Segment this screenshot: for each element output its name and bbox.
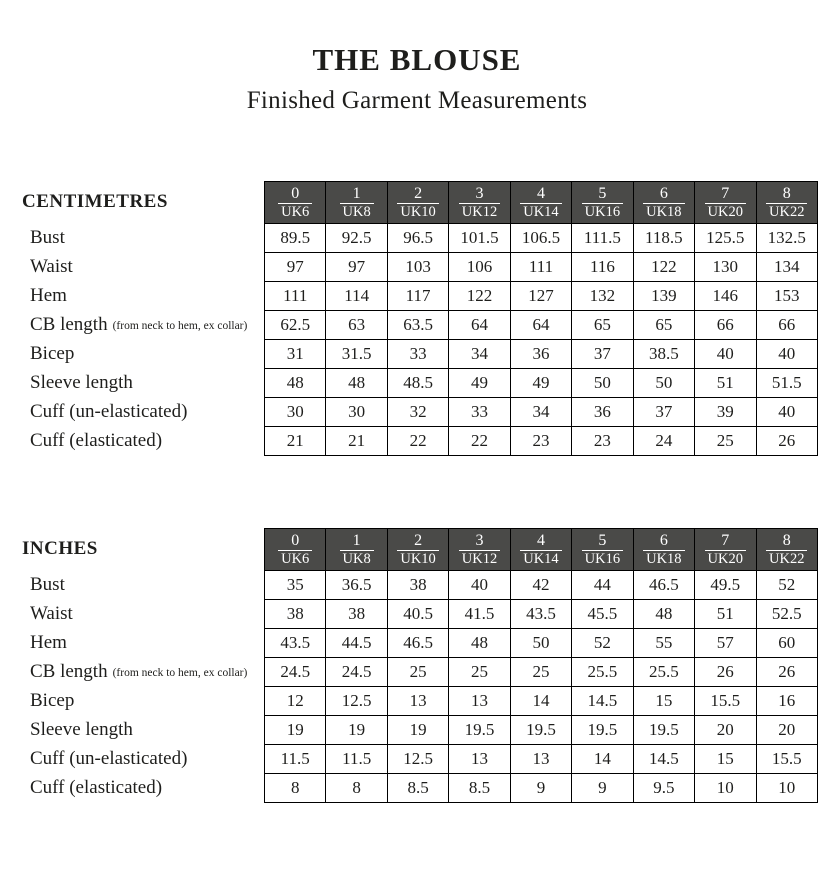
measurement-cell: 122 — [633, 253, 694, 282]
row-label — [22, 715, 264, 744]
measurement-cell: 111 — [510, 253, 571, 282]
size-column-header — [387, 529, 448, 571]
size-column-header — [510, 182, 571, 224]
size-uk-label: UK8 — [340, 203, 374, 221]
measurement-cell: 19 — [265, 716, 326, 745]
row-label-note: (from neck to hem, ex collar) — [112, 667, 248, 680]
measurement-cell: 63 — [326, 311, 387, 340]
measurement-cell: 24 — [633, 427, 694, 456]
row-label-text: Waist — [30, 602, 73, 624]
measurement-cell: 23 — [572, 427, 633, 456]
measurement-cell: 65 — [572, 311, 633, 340]
measurement-cell: 33 — [449, 398, 510, 427]
measurement-cell: 49.5 — [695, 571, 756, 600]
table-row — [265, 571, 818, 600]
measurement-cell: 11.5 — [326, 745, 387, 774]
size-number: 8 — [782, 531, 791, 549]
measurement-cell: 51 — [695, 369, 756, 398]
measurement-cell: 38 — [326, 600, 387, 629]
section-title: INCHES — [22, 538, 98, 560]
table-row — [265, 253, 818, 282]
measurement-cell: 36 — [572, 398, 633, 427]
size-uk-label: UK10 — [397, 203, 438, 221]
measurement-cell: 111 — [265, 282, 326, 311]
size-uk-label: UK6 — [278, 203, 312, 221]
measurement-cell: 49 — [449, 369, 510, 398]
row-label — [22, 426, 264, 455]
size-number: 5 — [598, 184, 607, 202]
size-uk-label: UK10 — [397, 550, 438, 568]
measurement-cell: 60 — [756, 629, 818, 658]
measurement-cell: 111.5 — [572, 224, 633, 253]
measurement-cell: 13 — [449, 745, 510, 774]
size-fraction — [757, 185, 818, 222]
measurement-cell: 48.5 — [387, 369, 448, 398]
section-inches — [22, 528, 834, 803]
measurement-cell: 63.5 — [387, 311, 448, 340]
size-number: 2 — [414, 531, 423, 549]
size-uk-label: UK22 — [766, 550, 807, 568]
size-fraction — [511, 532, 571, 569]
measurement-cell: 130 — [695, 253, 756, 282]
measurement-cell: 62.5 — [265, 311, 326, 340]
size-table-centimetres — [264, 181, 818, 456]
size-number: 3 — [475, 184, 484, 202]
measurement-cell: 20 — [695, 716, 756, 745]
measurement-cell: 8 — [326, 774, 387, 803]
measurement-cell: 57 — [695, 629, 756, 658]
size-uk-label: UK14 — [520, 203, 561, 221]
size-fraction — [449, 532, 509, 569]
measurement-cell: 15.5 — [695, 687, 756, 716]
measurement-cell: 15 — [695, 745, 756, 774]
size-fraction — [572, 532, 632, 569]
measurement-cell: 19.5 — [633, 716, 694, 745]
measurement-cell: 25 — [449, 658, 510, 687]
measurement-cell: 26 — [695, 658, 756, 687]
size-fraction — [388, 532, 448, 569]
size-number: 0 — [291, 184, 300, 202]
measurement-cell: 19.5 — [510, 716, 571, 745]
measurement-cell: 37 — [572, 340, 633, 369]
measurement-cell: 48 — [449, 629, 510, 658]
row-labels-list — [22, 223, 264, 455]
size-header-row — [265, 529, 818, 571]
measurement-cell: 32 — [387, 398, 448, 427]
size-fraction — [572, 185, 632, 222]
size-fraction — [326, 185, 386, 222]
measurement-cell: 15 — [633, 687, 694, 716]
measurement-cell: 35 — [265, 571, 326, 600]
measurement-cell: 97 — [265, 253, 326, 282]
measurement-cell: 36 — [510, 340, 571, 369]
measurement-cell: 10 — [756, 774, 818, 803]
table-row — [265, 282, 818, 311]
measurement-cell: 16 — [756, 687, 818, 716]
size-uk-label: UK6 — [278, 550, 312, 568]
page-subtitle: Finished Garment Measurements — [246, 86, 588, 114]
measurement-cell: 21 — [326, 427, 387, 456]
measurement-cell: 14 — [572, 745, 633, 774]
row-label-note: (from neck to hem, ex collar) — [112, 320, 248, 333]
measurement-cell: 48 — [265, 369, 326, 398]
measurement-cell: 25.5 — [633, 658, 694, 687]
measurement-cell: 25 — [387, 658, 448, 687]
measurement-cell: 51.5 — [756, 369, 818, 398]
row-label — [22, 368, 264, 397]
row-label — [22, 310, 264, 339]
measurement-cell: 48 — [633, 600, 694, 629]
size-uk-label: UK22 — [766, 203, 807, 221]
table-row — [265, 716, 818, 745]
size-fraction — [326, 532, 386, 569]
table-row — [265, 745, 818, 774]
table-row — [265, 311, 818, 340]
measurement-cell: 139 — [633, 282, 694, 311]
measurement-cell: 48 — [326, 369, 387, 398]
measurement-cell: 45.5 — [572, 600, 633, 629]
section-title: CENTIMETRES — [22, 191, 168, 213]
measurement-cell: 13 — [510, 745, 571, 774]
size-column-header — [633, 182, 694, 224]
row-label — [22, 628, 264, 657]
measurement-cell: 43.5 — [265, 629, 326, 658]
row-label — [22, 252, 264, 281]
measurement-cell: 97 — [326, 253, 387, 282]
measurement-cell: 44 — [572, 571, 633, 600]
size-column-header — [265, 182, 326, 224]
size-number: 4 — [536, 184, 545, 202]
row-label — [22, 397, 264, 426]
size-number: 3 — [475, 531, 484, 549]
size-column-header — [510, 529, 571, 571]
size-column-header — [265, 529, 326, 571]
row-labels-column — [22, 528, 264, 802]
measurement-cell: 66 — [695, 311, 756, 340]
measurement-sheet — [0, 42, 834, 869]
size-fraction — [634, 532, 694, 569]
row-label-text: Waist — [30, 255, 73, 277]
measurement-cell: 22 — [387, 427, 448, 456]
measurement-cell: 24.5 — [265, 658, 326, 687]
measurement-cell: 9 — [572, 774, 633, 803]
measurement-cell: 33 — [387, 340, 448, 369]
size-number: 7 — [721, 184, 730, 202]
measurement-cell: 40 — [695, 340, 756, 369]
table-row — [265, 340, 818, 369]
size-number: 7 — [721, 531, 730, 549]
measurement-cell: 46.5 — [633, 571, 694, 600]
measurement-cell: 101.5 — [449, 224, 510, 253]
measurement-cell: 37 — [633, 398, 694, 427]
table-row — [265, 658, 818, 687]
row-label-text: Cuff (un-elasticated) — [30, 747, 188, 769]
size-column-header — [387, 182, 448, 224]
measurement-cell: 19.5 — [572, 716, 633, 745]
measurement-cell: 14.5 — [572, 687, 633, 716]
measurement-cell: 125.5 — [695, 224, 756, 253]
size-number: 5 — [598, 531, 607, 549]
measurement-cell: 46.5 — [387, 629, 448, 658]
table-row — [265, 629, 818, 658]
measurement-cell: 64 — [510, 311, 571, 340]
size-uk-label: UK20 — [705, 550, 746, 568]
measurement-cell: 42 — [510, 571, 571, 600]
size-uk-label: UK16 — [582, 550, 623, 568]
size-column-header — [572, 182, 633, 224]
measurement-cell: 19.5 — [449, 716, 510, 745]
measurement-cell: 21 — [265, 427, 326, 456]
measurement-cell: 26 — [756, 658, 818, 687]
row-label — [22, 570, 264, 599]
size-column-header — [326, 529, 387, 571]
size-fraction — [695, 185, 755, 222]
measurement-cell: 38 — [265, 600, 326, 629]
size-uk-label: UK18 — [643, 550, 684, 568]
measurement-cell: 117 — [387, 282, 448, 311]
row-label — [22, 599, 264, 628]
size-fraction — [265, 532, 325, 569]
size-column-header — [756, 182, 818, 224]
size-number: 0 — [291, 531, 300, 549]
measurement-cell: 114 — [326, 282, 387, 311]
measurement-cell: 8 — [265, 774, 326, 803]
measurement-cell: 38 — [387, 571, 448, 600]
table-row — [265, 687, 818, 716]
row-labels-list — [22, 570, 264, 802]
size-uk-label: UK12 — [459, 550, 500, 568]
measurement-cell: 89.5 — [265, 224, 326, 253]
measurement-cell: 8.5 — [449, 774, 510, 803]
size-column-header — [449, 182, 510, 224]
size-fraction — [449, 185, 509, 222]
row-label-text: CB length — [30, 313, 108, 335]
measurement-cell: 13 — [449, 687, 510, 716]
measurement-cell: 153 — [756, 282, 818, 311]
measurement-cell: 40.5 — [387, 600, 448, 629]
measurement-cell: 25 — [695, 427, 756, 456]
size-column-header — [572, 529, 633, 571]
row-label-text: Hem — [30, 631, 67, 653]
measurement-cell: 31 — [265, 340, 326, 369]
measurement-cell: 30 — [265, 398, 326, 427]
measurement-cell: 34 — [510, 398, 571, 427]
measurement-cell: 25 — [510, 658, 571, 687]
measurement-cell: 50 — [510, 629, 571, 658]
measurement-cell: 19 — [326, 716, 387, 745]
measurement-cell: 22 — [449, 427, 510, 456]
table-row — [265, 600, 818, 629]
size-fraction — [265, 185, 325, 222]
measurement-cell: 132 — [572, 282, 633, 311]
measurement-cell: 12.5 — [387, 745, 448, 774]
row-label-text: Sleeve length — [30, 371, 133, 393]
size-number: 6 — [659, 184, 668, 202]
size-column-header — [326, 182, 387, 224]
measurement-cell: 38.5 — [633, 340, 694, 369]
measurement-cell: 39 — [695, 398, 756, 427]
measurement-cell: 15.5 — [756, 745, 818, 774]
size-column-header — [695, 529, 756, 571]
measurement-cell: 19 — [387, 716, 448, 745]
size-column-header — [695, 182, 756, 224]
measurement-cell: 25.5 — [572, 658, 633, 687]
table-row — [265, 427, 818, 456]
measurement-cell: 134 — [756, 253, 818, 282]
measurement-cell: 26 — [756, 427, 818, 456]
size-fraction — [695, 532, 755, 569]
measurement-cell: 65 — [633, 311, 694, 340]
size-table-body — [265, 571, 818, 803]
size-uk-label: UK8 — [340, 550, 374, 568]
size-table-inches — [264, 528, 818, 803]
row-label-text: Bicep — [30, 689, 75, 711]
page-title: THE BLOUSE — [312, 42, 522, 77]
row-label — [22, 281, 264, 310]
size-column-header — [756, 529, 818, 571]
measurement-cell: 51 — [695, 600, 756, 629]
measurement-cell: 43.5 — [510, 600, 571, 629]
row-label — [22, 223, 264, 252]
measurement-cell: 64 — [449, 311, 510, 340]
measurement-cell: 12.5 — [326, 687, 387, 716]
measurement-cell: 13 — [387, 687, 448, 716]
section-centimetres — [22, 181, 834, 456]
measurement-cell: 55 — [633, 629, 694, 658]
measurement-cell: 10 — [695, 774, 756, 803]
size-uk-label: UK14 — [520, 550, 561, 568]
measurement-cell: 44.5 — [326, 629, 387, 658]
measurement-cell: 31.5 — [326, 340, 387, 369]
measurement-cell: 20 — [756, 716, 818, 745]
row-label — [22, 686, 264, 715]
row-label — [22, 773, 264, 802]
size-table-body — [265, 224, 818, 456]
measurement-cell: 103 — [387, 253, 448, 282]
row-label-text: Sleeve length — [30, 718, 133, 740]
size-number: 1 — [352, 184, 361, 202]
row-label-text: Cuff (elasticated) — [30, 776, 163, 798]
row-label-text: CB length — [30, 660, 108, 682]
size-fraction — [634, 185, 694, 222]
measurement-cell: 118.5 — [633, 224, 694, 253]
measurement-cell: 30 — [326, 398, 387, 427]
row-labels-column — [22, 181, 264, 455]
measurement-cell: 9.5 — [633, 774, 694, 803]
row-label-text: Bust — [30, 226, 65, 248]
measurement-cell: 14 — [510, 687, 571, 716]
measurement-cell: 106.5 — [510, 224, 571, 253]
measurement-cell: 36.5 — [326, 571, 387, 600]
table-row — [265, 398, 818, 427]
measurement-cell: 52 — [572, 629, 633, 658]
measurement-cell: 12 — [265, 687, 326, 716]
size-uk-label: UK20 — [705, 203, 746, 221]
measurement-cell: 52.5 — [756, 600, 818, 629]
size-fraction — [388, 185, 448, 222]
size-uk-label: UK16 — [582, 203, 623, 221]
measurement-cell: 122 — [449, 282, 510, 311]
measurement-cell: 9 — [510, 774, 571, 803]
row-label-text: Hem — [30, 284, 67, 306]
measurement-cell: 40 — [756, 340, 818, 369]
row-label-text: Bicep — [30, 342, 75, 364]
measurement-cell: 23 — [510, 427, 571, 456]
measurement-cell: 41.5 — [449, 600, 510, 629]
row-label — [22, 744, 264, 773]
measurement-cell: 116 — [572, 253, 633, 282]
size-number: 1 — [352, 531, 361, 549]
size-header-row — [265, 182, 818, 224]
row-label-text: Cuff (un-elasticated) — [30, 400, 188, 422]
measurement-cell: 8.5 — [387, 774, 448, 803]
table-row — [265, 369, 818, 398]
measurement-cell: 92.5 — [326, 224, 387, 253]
size-number: 4 — [536, 531, 545, 549]
measurement-cell: 11.5 — [265, 745, 326, 774]
table-row — [265, 224, 818, 253]
size-column-header — [449, 529, 510, 571]
measurement-cell: 96.5 — [387, 224, 448, 253]
table-row — [265, 774, 818, 803]
measurement-cell: 52 — [756, 571, 818, 600]
size-number: 8 — [782, 184, 791, 202]
measurement-cell: 40 — [756, 398, 818, 427]
size-uk-label: UK12 — [459, 203, 500, 221]
measurement-cell: 146 — [695, 282, 756, 311]
measurement-cell: 66 — [756, 311, 818, 340]
measurement-cell: 132.5 — [756, 224, 818, 253]
measurement-cell: 24.5 — [326, 658, 387, 687]
size-column-header — [633, 529, 694, 571]
size-number: 6 — [659, 531, 668, 549]
size-uk-label: UK18 — [643, 203, 684, 221]
measurement-cell: 49 — [510, 369, 571, 398]
row-label-text: Cuff (elasticated) — [30, 429, 163, 451]
measurement-cell: 40 — [449, 571, 510, 600]
size-fraction — [757, 532, 818, 569]
measurement-cell: 14.5 — [633, 745, 694, 774]
measurement-cell: 34 — [449, 340, 510, 369]
size-number: 2 — [414, 184, 423, 202]
row-label — [22, 657, 264, 686]
measurement-cell: 50 — [633, 369, 694, 398]
row-label — [22, 339, 264, 368]
size-fraction — [511, 185, 571, 222]
measurement-cell: 127 — [510, 282, 571, 311]
row-label-text: Bust — [30, 573, 65, 595]
measurement-cell: 50 — [572, 369, 633, 398]
measurement-cell: 106 — [449, 253, 510, 282]
